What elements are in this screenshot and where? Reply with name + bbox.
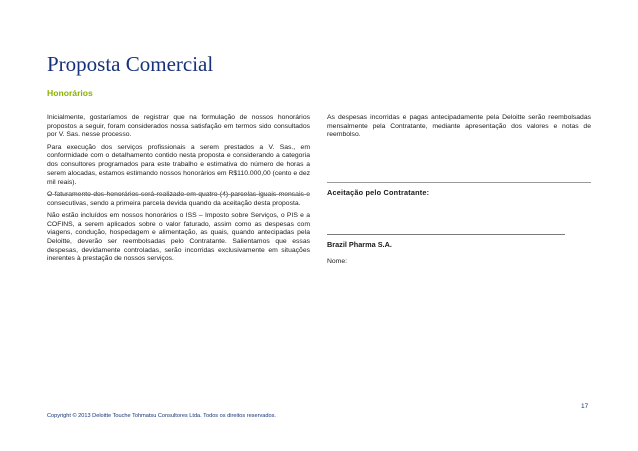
company-name: Brazil Pharma S.A. (327, 240, 392, 249)
paragraph-taxes-expenses: Não estão incluídos em nossos honorários o ISS – Imposto sobre Serviços, o PIS e a COFINS, a serem aplicados sobre o valor faturado, assim como as despesas com viagens, condução, hospedagem e alimentação, as quais, quando antecipadas pela Deloitte, deverão ser reembolsadas pelo Contratante. Salientamos que essas despesas, devidamente controladas, serão incorridas exclusivamente em situações inerentes à prestação de nossos serviços. (47, 211, 310, 263)
right-divider (327, 182, 591, 183)
paragraph-intro: Inicialmente, gostaríamos de registrar que na formulação de nossos honorários propostos a seguir, foram considerados nossa satisfação em termos sido consultados por V. Sas. nesse processo. (47, 114, 310, 139)
acceptance-label: Aceitação pelo Contratante: (327, 188, 430, 197)
signature-line (327, 234, 565, 235)
left-column (47, 114, 310, 268)
section-heading: Honorários (47, 88, 93, 98)
paragraph-fees-estimate: Para execução dos serviços profissionais a serem prestados a V. Sas., em conformidade com o detalhamento contido nesta proposta e considerando a categoria dos consultores programados para este trabalho e estimativa do número de horas a serem alocadas, estamos estimando nossos honorários em R$110.000,00 (cento e dez mil reais). (47, 143, 310, 186)
copyright-footer: Copyright © 2013 Deloitte Touche Tohmatsu Consultores Ltda. Todos os direitos reservados. (47, 413, 276, 419)
paragraph-billing: O faturamento dos honorários será realizado em quatro (4) parcelas iguais mensais e consecutivas, sendo a primeira parcela devida quando da aceitação desta proposta. (47, 190, 310, 207)
page-number: 17 (581, 403, 589, 410)
name-field-label: Nome: (327, 258, 348, 265)
paragraph-reimbursement: As despesas incorridas e pagas antecipadamente pela Deloitte serão reembolsadas mensalmente pela Contratante, mediante apresentação dos valores e notas de reembolso. (327, 114, 591, 139)
left-divider (47, 194, 310, 195)
document-title: Proposta Comercial (47, 52, 214, 76)
